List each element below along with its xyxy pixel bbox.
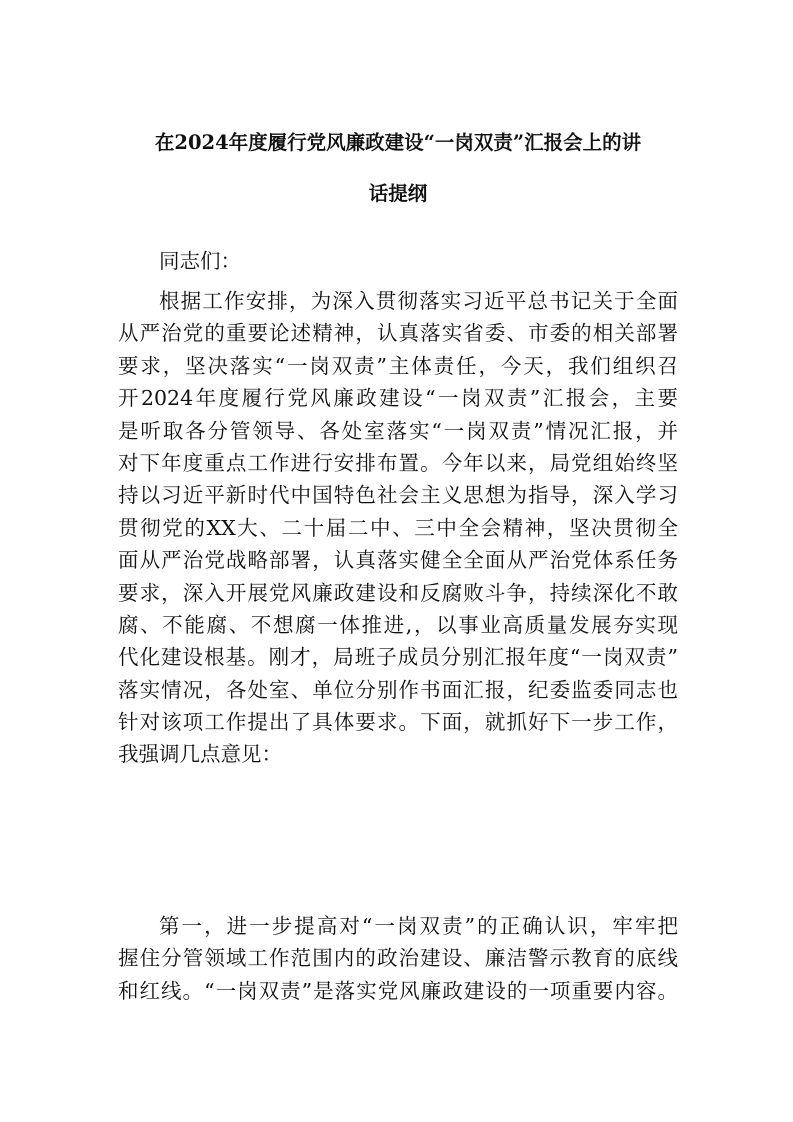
paragraph-line: 面从严治党战略部署，认真落实健全全面从严治党体系任务 <box>118 548 678 573</box>
paragraph-line: 根据工作安排，为深入贯彻落实习近平总书记关于全面 <box>159 289 678 313</box>
paragraph-line: 对下年度重点工作进行安排布置。今年以来，局党组始终坚 <box>118 450 678 475</box>
paragraph-2 <box>118 910 678 1007</box>
salutation: 同志们： <box>159 249 241 273</box>
paragraph-line: 要求，坚决落实“一岗双责”主体责任，今天，我们组织召 <box>118 353 678 378</box>
paragraph-line: 针对该项工作提出了具体要求。下面，就抓好下一步工作， <box>118 710 678 735</box>
paragraph-1 <box>118 285 678 771</box>
document-title-line-1: 在2024年度履行党风廉政建设“一岗双责”汇报会上的讲 <box>154 131 642 154</box>
paragraph-line: 和红线。“一岗双责”是落实党风廉政建设的一项重要内容。 <box>118 978 678 1003</box>
paragraph-line: 腐、不能腐、不想腐一体推进,，以事业高质量发展夯实现 <box>118 612 678 637</box>
paragraph-line: 我强调几点意见： <box>118 742 282 767</box>
paragraph-line: 代化建设根基。刚才，局班子成员分别汇报年度“一岗双责” <box>118 645 678 670</box>
paragraph-line: 持以习近平新时代中国特色社会主义思想为指导，深入学习 <box>118 483 678 508</box>
paragraph-line: 第一，进一步提高对“一岗双责”的正确认识，牢牢把 <box>159 914 678 938</box>
paragraph-line: 从严治党的重要论述精神，认真落实省委、市委的相关部署 <box>118 321 678 346</box>
paragraph-line: 是听取各分管领导、各处室落实“一岗双责”情况汇报，并 <box>118 418 678 443</box>
paragraph-line: 握住分管领域工作范围内的政治建设、廉洁警示教育的底线 <box>118 946 678 971</box>
paragraph-line: 落实情况，各处室、单位分别作书面汇报，纪委监委同志也 <box>118 677 678 702</box>
paragraph-line: 贯彻党的XX大、二十届二中、三中全会精神，坚决贯彻全 <box>118 515 678 540</box>
document-title-line-2: 话提纲 <box>368 182 428 205</box>
paragraph-line: 开2024年度履行党风廉政建设“一岗双责”汇报会，主要 <box>118 386 678 411</box>
paragraph-line: 要求，深入开展党风廉政建设和反腐败斗争，持续深化不敢 <box>118 580 678 605</box>
